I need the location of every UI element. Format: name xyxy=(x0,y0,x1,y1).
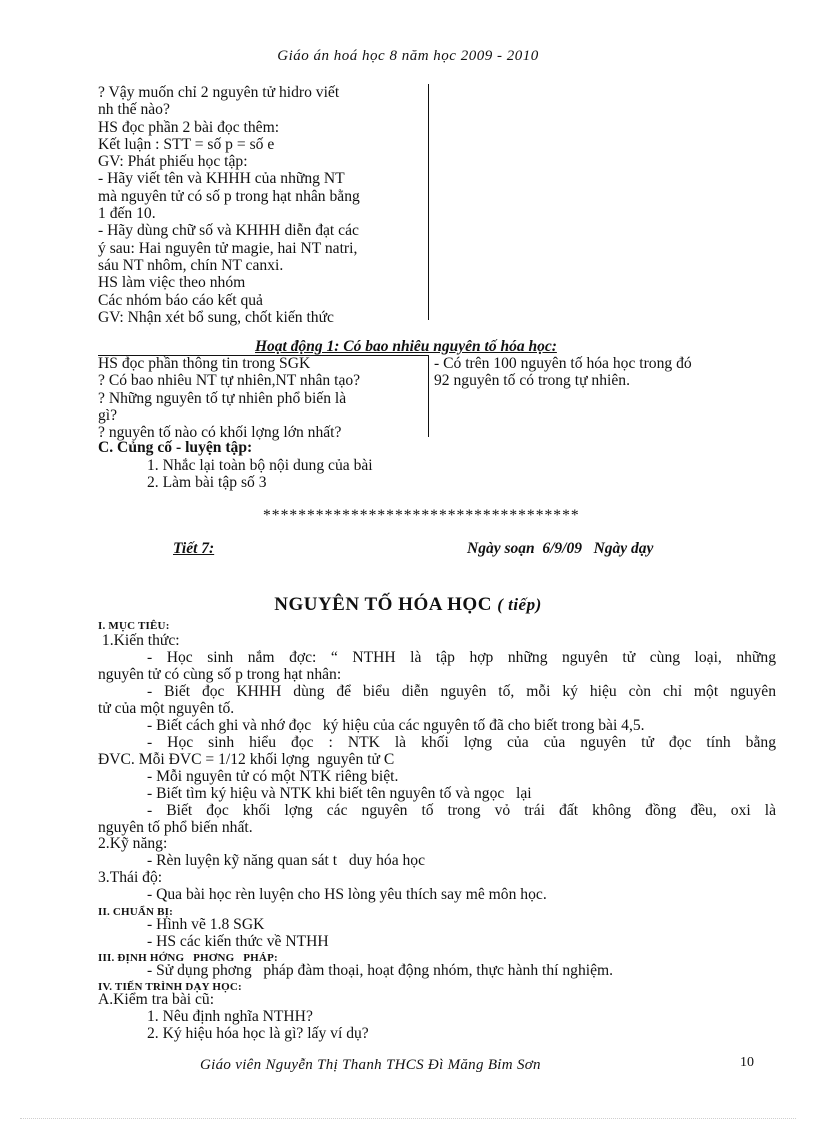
table-line: - Hãy viết tên và KHHH của những NT xyxy=(98,170,345,188)
skill-heading: 2.Kỹ năng: xyxy=(98,835,168,852)
table1-divider xyxy=(428,84,429,320)
lesson-number: Tiết 7: xyxy=(173,540,215,557)
knowledge-line: - Mỗi nguyên tử có một NTK riêng biệt. xyxy=(147,768,399,785)
activity1-left-column xyxy=(98,355,420,441)
knowledge-line: - Học sinh nắm đợc: “ NTHH là tập hợp những nguyên tử cùng loại, những xyxy=(147,649,776,666)
knowledge-heading: 1.Kiến thức: xyxy=(98,632,180,649)
objectives-heading: I. MỤC TIÊU: xyxy=(98,620,170,632)
activity1-heading: Hoạt động 1: Có bao nhiêu nguyên tố hóa học: xyxy=(255,338,557,355)
table-line: GV: Phát phiếu học tập: xyxy=(98,153,248,171)
knowledge-line: - Biết cách ghi và nhớ đọc ký hiệu của các nguyên tố đã cho biết trong bài 4,5. xyxy=(147,717,645,734)
table-line: ? Những nguyên tố tự nhiên phổ biến là xyxy=(98,389,347,407)
table1-left-column xyxy=(98,84,420,326)
table-line: HS đọc phần 2 bài đọc thêm: xyxy=(98,118,280,136)
process-item: 2. Ký hiệu hóa học là gì? lấy ví dụ? xyxy=(147,1025,369,1042)
attitude-line: - Qua bài học rèn luyện cho HS lòng yêu thích say mê môn học. xyxy=(147,886,547,903)
method-line: - Sử dụng phơng pháp đàm thoại, hoạt động nhóm, thực hành thí nghiệm. xyxy=(147,962,614,979)
table-line: gì? xyxy=(98,406,118,424)
lesson-title-main: NGUYÊN TỐ HÓA HỌC xyxy=(274,594,492,615)
lesson-dates: Ngày soạn 6/9/09 Ngày dạy xyxy=(467,540,654,557)
lesson-title xyxy=(0,594,816,616)
table-line: HS đọc phần thông tin trong SGK xyxy=(98,355,311,372)
table-line: ? nguyên tố nào có khối lợng lớn nhất? xyxy=(98,424,342,442)
process-heading: IV. TIẾN TRÌNH DẠY HỌC: xyxy=(98,981,242,993)
knowledge-line: ĐVC. Mỗi ĐVC = 1/12 khối lợng nguyên tử C xyxy=(98,751,395,768)
knowledge-line: - Biết đọc KHHH dùng để biểu diễn nguyên tố, mỗi ký hiệu còn chỉ một nguyên xyxy=(147,683,776,700)
table-line: Kết luận : STT = số p = số e xyxy=(98,135,275,153)
section-c-item: 1. Nhắc lại toàn bộ nội dung của bài xyxy=(147,457,373,474)
knowledge-line: nguyên tố phổ biến nhất. xyxy=(98,819,253,836)
method-heading: III. ĐỊNH HỚNG PHƠNG PHÁP: xyxy=(98,952,278,964)
table-line: mà nguyên tử có số p trong hạt nhân bằng xyxy=(98,187,360,205)
table-line: ? Vậy muốn chỉ 2 nguyên tử hidro viết xyxy=(98,84,340,101)
prep-heading: II. CHUẨN BỊ: xyxy=(98,906,174,918)
table-line: HS làm việc theo nhóm xyxy=(98,274,246,292)
table-line: 1 đến 10. xyxy=(98,205,156,223)
prep-item: - Hình vẽ 1.8 SGK xyxy=(147,916,265,933)
table-line: 92 nguyên tố có trong tự nhiên. xyxy=(434,372,630,390)
section-c-item: 2. Làm bài tập số 3 xyxy=(147,474,267,491)
activity1-right-column xyxy=(434,355,764,390)
knowledge-line: - Biết tìm ký hiệu và NTK khi biết tên nguyên tố và ngọc lại xyxy=(147,785,532,802)
page-footer: Giáo viên Nguyễn Thị Thanh THCS Đì Măng Bỉm Sơn xyxy=(200,1057,541,1073)
knowledge-line: nguyên tử có cùng số p trong hạt nhân: xyxy=(98,666,342,683)
table-line: nh thế nào? xyxy=(98,101,170,119)
table-line: GV: Nhận xét bổ sung, chốt kiến thức xyxy=(98,308,334,326)
page-number: 10 xyxy=(740,1055,754,1070)
page-edge-dots xyxy=(20,1118,796,1119)
attitude-heading: 3.Thái độ: xyxy=(98,869,163,886)
section-c-heading: C. Củng cố - luyện tập: xyxy=(98,439,253,456)
knowledge-line: - Biết đọc khối lợng các nguyên tố trong vỏ trái đất không đồng đều, oxi là xyxy=(147,802,776,819)
table-line: - Hãy dùng chữ số và KHHH diễn đạt các xyxy=(98,222,359,240)
knowledge-list xyxy=(98,649,776,836)
table-line: - Có trên 100 nguyên tố hóa học trong đó xyxy=(434,355,692,372)
table-line: ý sau: Hai nguyên tử magie, hai NT natri, xyxy=(98,239,358,257)
table-line: Các nhóm báo cáo kết quả xyxy=(98,291,263,309)
process-item: 1. Nêu định nghĩa NTHH? xyxy=(147,1008,313,1025)
table-line: sáu NT nhôm, chín NT canxi. xyxy=(98,256,284,274)
knowledge-line: - Học sinh hiểu đọc : NTK là khối lợng của của nguyên tử đọc tính bằng xyxy=(147,734,776,751)
table-line: ? Có bao nhiêu NT tự nhiên,NT nhân tạo? xyxy=(98,372,361,390)
skill-line: - Rèn luyện kỹ năng quan sát t duy hóa học xyxy=(147,852,426,869)
knowledge-line: tử của một nguyên tố. xyxy=(98,700,235,717)
separator: ************************************ xyxy=(263,507,580,524)
prep-item: - HS các kiến thức về NTHH xyxy=(147,933,329,950)
page-header: Giáo án hoá học 8 năm học 2009 - 2010 xyxy=(277,48,539,64)
process-sub: A.Kiểm tra bài cũ: xyxy=(98,991,215,1008)
lesson-title-suffix: ( tiếp) xyxy=(497,595,542,614)
activity1-divider xyxy=(428,355,429,437)
